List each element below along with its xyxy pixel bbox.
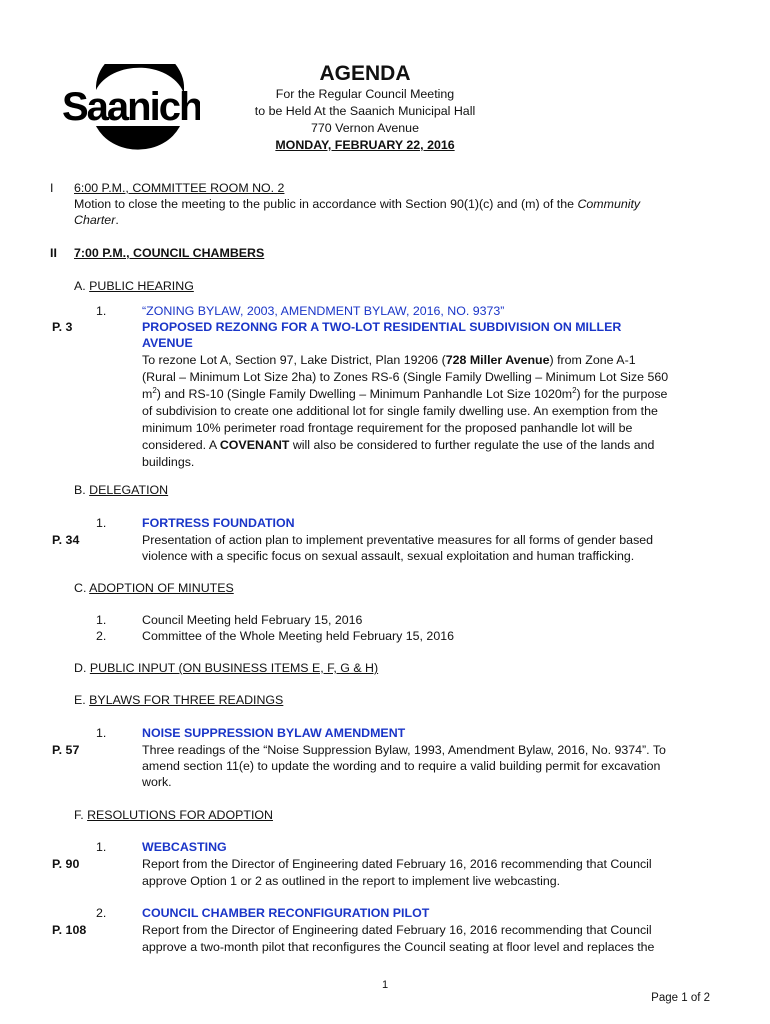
c-item-2-text: Committee of the Whole Meeting held February 15, 2016 (142, 629, 454, 643)
saanich-logo-graphic (56, 64, 200, 164)
section-1-text-cont: Charter. (74, 213, 119, 227)
a-item-1-line-2: (Rural – Minimum Lot Size 2ha) to Zones RS-6 (Single Family Dwelling – Minimum Lot Size 560 (142, 370, 669, 384)
b-item-1-number: 1. (96, 516, 107, 530)
f-item-1-page-ref: P. 90 (52, 857, 80, 871)
f-item-1-number: 1. (96, 840, 107, 854)
logo-wordmark: Saanich (62, 85, 200, 129)
a-item-1-heading[interactable]: PROPOSED REZONNG FOR A TWO-LOT RESIDENTIAL SUBDIVISION ON MILLER (142, 320, 622, 334)
f-item-2-heading[interactable]: COUNCIL CHAMBER RECONFIGURATION PILOT (142, 906, 430, 920)
f-item-2-number: 2. (96, 906, 107, 920)
footer-page-count: Page 1 of 2 (651, 992, 710, 1004)
section-1-text: Motion to close the meeting to the public in accordance with Section 90(1)(c) and (m) of the Community (74, 197, 641, 211)
e-item-1-number: 1. (96, 726, 107, 740)
c-item-1-text: Council Meeting held February 15, 2016 (142, 613, 363, 627)
section-f-heading: F. RESOLUTIONS FOR ADOPTION (74, 808, 273, 822)
c-item-1-number: 1. (96, 613, 107, 627)
e-item-1-page-ref: P. 57 (52, 743, 80, 757)
f-item-1-line-2: approve Option 1 or 2 as outlined in the report to implement live webcasting. (142, 874, 561, 888)
e-item-1-line-1: Three readings of the “Noise Suppression Bylaw, 1993, Amendment Bylaw, 2016, No. 9374”. To (142, 743, 666, 757)
a-item-1-line-7: buildings. (142, 455, 195, 469)
f-item-1-heading[interactable]: WEBCASTING (142, 840, 227, 854)
b-item-1-line-2: violence with a specific focus on sexual assault, sexual exploitation and human trafficking. (142, 549, 635, 563)
section-2-heading: 7:00 P.M., COUNCIL CHAMBERS (74, 246, 265, 260)
section-a-heading: A. PUBLIC HEARING (74, 279, 194, 293)
a-item-1-line-1: To rezone Lot A, Section 97, Lake District, Plan 19206 (728 Miller Avenue) from Zone A-1 (142, 353, 636, 367)
a-item-1-line-5: minimum 10% perimeter road frontage requirement for the proposed panhandle lot will be (142, 421, 633, 435)
a-item-1-line-6: considered. A COVENANT will also be considered to further regulate the use of the lands and (142, 438, 655, 452)
section-2-numeral: II (50, 246, 57, 260)
f-item-2-line-2: approve a two-month pilot that reconfigures the Council seating at floor level and replaces the (142, 940, 655, 954)
header-line-1: For the Regular Council Meeting (275, 87, 455, 101)
a-item-1-line-3: $m^2$) and RS-10 (Single Family Dwelling – Minimum Panhandle Lot Size $1020m^2$) for the purpose (142, 385, 668, 401)
a-item-1-heading-cont[interactable]: AVENUE (142, 336, 193, 350)
saanich-logo (56, 64, 200, 164)
f-item-2-line-1: Report from the Director of Engineering dated February 16, 2016 recommending that Council (142, 923, 652, 937)
a-item-1-page-ref: P. 3 (52, 320, 73, 334)
a-item-1-number: 1. (96, 304, 107, 318)
b-item-1-page-ref: P. 34 (52, 533, 80, 547)
footer-page-number: 1 (381, 979, 389, 991)
a-item-1-bylaw[interactable]: “ZONING BYLAW, 2003, AMENDMENT BYLAW, 2016, NO. 9373” (142, 304, 505, 318)
section-e-heading: E. BYLAWS FOR THREE READINGS (74, 693, 284, 707)
section-1-numeral: I (50, 181, 54, 195)
e-item-1-heading[interactable]: NOISE SUPPRESSION BYLAW AMENDMENT (142, 726, 406, 740)
f-item-1-line-1: Report from the Director of Engineering dated February 16, 2016 recommending that Council (142, 857, 652, 871)
a-item-1-line-4: of subdivision to create one additional lot for single family dwelling use. An exemption from the (142, 404, 658, 418)
header-line-3: 770 Vernon Avenue (311, 121, 419, 135)
e-item-1-line-3: work. (142, 775, 172, 789)
b-item-1-heading[interactable]: FORTRESS FOUNDATION (142, 516, 295, 530)
section-d-heading: D. PUBLIC INPUT (ON BUSINESS ITEMS E, F, G & H) (74, 661, 379, 675)
header-line-2: to be Held At the Saanich Municipal Hall (254, 104, 476, 118)
b-item-1-line-1: Presentation of action plan to implement preventative measures for all forms of gender based (142, 533, 654, 547)
meeting-date: MONDAY, FEBRUARY 22, 2016 (275, 138, 455, 152)
c-item-2-number: 2. (96, 629, 107, 643)
f-item-2-page-ref: P. 108 (52, 923, 87, 937)
section-1-heading: 6:00 P.M., COMMITTEE ROOM NO. 2 (74, 181, 285, 195)
agenda-title: AGENDA (319, 62, 411, 85)
section-b-heading: B. DELEGATION (74, 483, 169, 497)
section-c-heading: C. ADOPTION OF MINUTES (74, 581, 234, 595)
e-item-1-line-2: amend section 11(e) to update the wording and to require a valid building permit for excavation (142, 759, 661, 773)
